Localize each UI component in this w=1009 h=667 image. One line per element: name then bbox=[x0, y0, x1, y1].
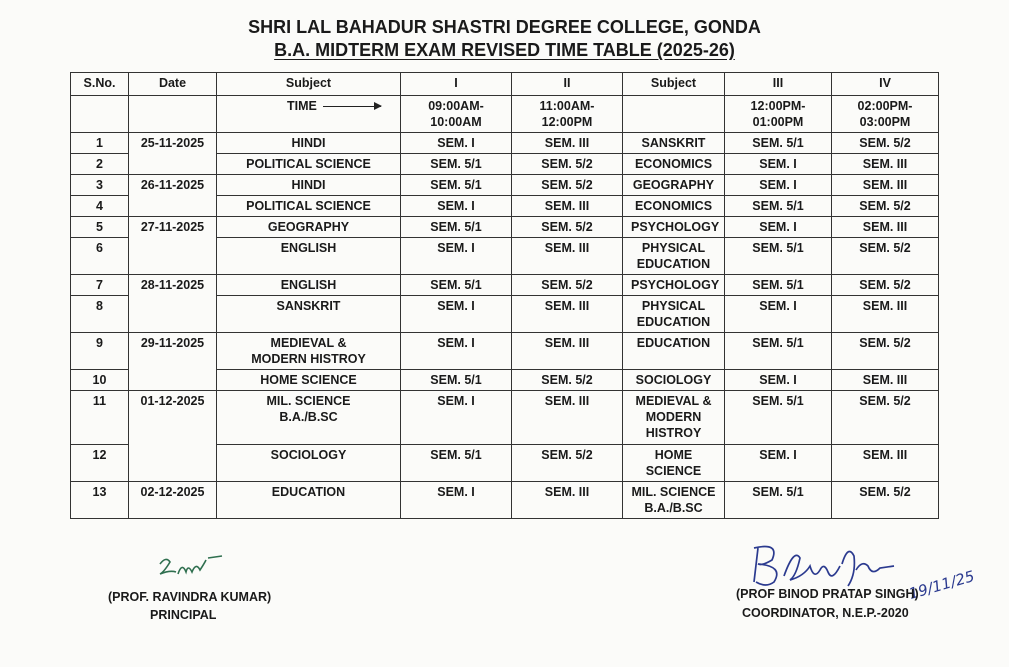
row-subject: POLITICAL SCIENCE bbox=[217, 154, 401, 175]
row-subject-2: SOCIOLOGY bbox=[623, 370, 725, 391]
row-subject: MEDIEVAL & MODERN HISTROY bbox=[217, 333, 401, 370]
row-slot-3: SEM. 5/1 bbox=[725, 333, 832, 370]
row-sno: 4 bbox=[71, 196, 129, 217]
row-subject-2: ECONOMICS bbox=[623, 196, 725, 217]
row-slot-3: SEM. 5/1 bbox=[725, 196, 832, 217]
row-slot-2: SEM. III bbox=[512, 133, 623, 154]
principal-title: PRINCIPAL bbox=[150, 608, 217, 622]
row-sno: 1 bbox=[71, 133, 129, 154]
arrow-right-icon bbox=[323, 106, 381, 107]
row-sno: 8 bbox=[71, 296, 129, 333]
row-subject: POLITICAL SCIENCE bbox=[217, 196, 401, 217]
row-subject-2: MIL. SCIENCE B.A./B.SC bbox=[623, 482, 725, 519]
row-slot-3: SEM. 5/1 bbox=[725, 391, 832, 445]
row-subject-2: PHYSICAL EDUCATION bbox=[623, 238, 725, 275]
row-slot-3: SEM. I bbox=[725, 217, 832, 238]
row-date: 27-11-2025 bbox=[129, 217, 217, 275]
row-slot-4: SEM. III bbox=[832, 175, 939, 196]
table-row bbox=[71, 333, 939, 370]
row-slot-3: SEM. I bbox=[725, 445, 832, 482]
row-slot-2: SEM. III bbox=[512, 296, 623, 333]
row-slot-4: SEM. III bbox=[832, 370, 939, 391]
row-sno: 9 bbox=[71, 333, 129, 370]
row-sno: 12 bbox=[71, 445, 129, 482]
row-subject-2: HOME SCIENCE bbox=[623, 445, 725, 482]
header-row bbox=[71, 73, 939, 96]
row-slot-3: SEM. 5/1 bbox=[725, 238, 832, 275]
row-subject: GEOGRAPHY bbox=[217, 217, 401, 238]
row-subject-2: EDUCATION bbox=[623, 333, 725, 370]
row-slot-4: SEM. III bbox=[832, 217, 939, 238]
row-date: 25-11-2025 bbox=[129, 133, 217, 175]
col-header-slot-4: IV bbox=[832, 73, 939, 96]
row-slot-4: SEM. 5/2 bbox=[832, 238, 939, 275]
row-slot-1: SEM. 5/1 bbox=[401, 175, 512, 196]
row-subject: MIL. SCIENCE B.A./B.SC bbox=[217, 391, 401, 445]
row-slot-4: SEM. III bbox=[832, 154, 939, 175]
row-slot-1: SEM. 5/1 bbox=[401, 445, 512, 482]
table-row bbox=[71, 482, 939, 519]
row-subject-2: MEDIEVAL & MODERN HISTROY bbox=[623, 391, 725, 445]
row-slot-2: SEM. 5/2 bbox=[512, 217, 623, 238]
coordinator-title: COORDINATOR, N.E.P.-2020 bbox=[742, 606, 909, 620]
time-slot-1: 09:00AM-10:00AM bbox=[401, 96, 512, 133]
row-date: 29-11-2025 bbox=[129, 333, 217, 391]
row-slot-4: SEM. 5/2 bbox=[832, 482, 939, 519]
row-subject: HINDI bbox=[217, 133, 401, 154]
coordinator-name: (PROF BINOD PRATAP SINGH) bbox=[736, 587, 919, 601]
table-row bbox=[71, 217, 939, 238]
row-subject: EDUCATION bbox=[217, 482, 401, 519]
row-sno: 10 bbox=[71, 370, 129, 391]
col-header-slot-3: III bbox=[725, 73, 832, 96]
time-slot-3: 12:00PM-01:00PM bbox=[725, 96, 832, 133]
row-sno: 7 bbox=[71, 275, 129, 296]
row-subject-2: ECONOMICS bbox=[623, 154, 725, 175]
row-slot-3: SEM. I bbox=[725, 175, 832, 196]
row-slot-2: SEM. III bbox=[512, 196, 623, 217]
time-slot-2: 11:00AM-12:00PM bbox=[512, 96, 623, 133]
row-slot-1: SEM. 5/1 bbox=[401, 217, 512, 238]
row-slot-3: SEM. I bbox=[725, 296, 832, 333]
row-slot-2: SEM. III bbox=[512, 333, 623, 370]
principal-name: (PROF. RAVINDRA KUMAR) bbox=[108, 590, 272, 604]
row-sno: 13 bbox=[71, 482, 129, 519]
row-slot-2: SEM. 5/2 bbox=[512, 154, 623, 175]
row-slot-2: SEM. 5/2 bbox=[512, 175, 623, 196]
row-slot-2: SEM. 5/2 bbox=[512, 370, 623, 391]
row-slot-1: SEM. I bbox=[401, 238, 512, 275]
time-slot-4: 02:00PM-03:00PM bbox=[832, 96, 939, 133]
row-slot-4: SEM. 5/2 bbox=[832, 391, 939, 445]
row-slot-1: SEM. I bbox=[401, 196, 512, 217]
row-sno: 5 bbox=[71, 217, 129, 238]
row-sno: 11 bbox=[71, 391, 129, 445]
row-slot-1: SEM. 5/1 bbox=[401, 275, 512, 296]
row-subject: ENGLISH bbox=[217, 238, 401, 275]
row-date: 02-12-2025 bbox=[129, 482, 217, 519]
table-row bbox=[71, 275, 939, 296]
row-sno: 2 bbox=[71, 154, 129, 175]
row-slot-3: SEM. I bbox=[725, 154, 832, 175]
timetable-title: B.A. MIDTERM EXAM REVISED TIME TABLE (2025-26) bbox=[274, 40, 735, 60]
row-sno: 3 bbox=[71, 175, 129, 196]
row-slot-4: SEM. III bbox=[832, 445, 939, 482]
row-slot-2: SEM. 5/2 bbox=[512, 445, 623, 482]
row-slot-4: SEM. 5/2 bbox=[832, 196, 939, 217]
col-header-subject: Subject bbox=[217, 73, 401, 96]
row-date: 28-11-2025 bbox=[129, 275, 217, 333]
row-slot-3: SEM. 5/1 bbox=[725, 133, 832, 154]
principal-initials bbox=[156, 550, 226, 580]
row-subject-2: PSYCHOLOGY bbox=[623, 217, 725, 238]
table-row bbox=[71, 133, 939, 154]
row-slot-2: SEM. III bbox=[512, 238, 623, 275]
table-row bbox=[71, 391, 939, 445]
row-sno: 6 bbox=[71, 238, 129, 275]
time-row bbox=[71, 96, 939, 133]
row-slot-2: SEM. 5/2 bbox=[512, 275, 623, 296]
row-subject-2: PHYSICAL EDUCATION bbox=[623, 296, 725, 333]
row-subject: SOCIOLOGY bbox=[217, 445, 401, 482]
row-subject-2: SANSKRIT bbox=[623, 133, 725, 154]
row-subject: HINDI bbox=[217, 175, 401, 196]
college-name: SHRI LAL BAHADUR SHASTRI DEGREE COLLEGE, GONDA bbox=[248, 17, 761, 37]
row-subject-2: GEOGRAPHY bbox=[623, 175, 725, 196]
row-slot-1: SEM. 5/1 bbox=[401, 154, 512, 175]
timetable bbox=[70, 72, 939, 519]
row-slot-3: SEM. 5/1 bbox=[725, 482, 832, 519]
row-slot-1: SEM. I bbox=[401, 296, 512, 333]
row-date: 01-12-2025 bbox=[129, 391, 217, 482]
row-slot-1: SEM. I bbox=[401, 482, 512, 519]
coordinator-signature-date: 19/11/25 bbox=[906, 567, 977, 603]
row-slot-3: SEM. I bbox=[725, 370, 832, 391]
row-subject: HOME SCIENCE bbox=[217, 370, 401, 391]
row-slot-1: SEM. I bbox=[401, 333, 512, 370]
row-subject: SANSKRIT bbox=[217, 296, 401, 333]
row-slot-1: SEM. 5/1 bbox=[401, 370, 512, 391]
row-slot-3: SEM. 5/1 bbox=[725, 275, 832, 296]
row-subject: ENGLISH bbox=[217, 275, 401, 296]
row-slot-2: SEM. III bbox=[512, 391, 623, 445]
col-header-date: Date bbox=[129, 73, 217, 96]
table-row bbox=[71, 175, 939, 196]
row-slot-4: SEM. 5/2 bbox=[832, 133, 939, 154]
row-slot-2: SEM. III bbox=[512, 482, 623, 519]
row-slot-1: SEM. I bbox=[401, 133, 512, 154]
time-label: TIME bbox=[217, 96, 401, 133]
row-slot-1: SEM. I bbox=[401, 391, 512, 445]
row-date: 26-11-2025 bbox=[129, 175, 217, 217]
col-header-subject-2: Subject bbox=[623, 73, 725, 96]
col-header-slot-2: II bbox=[512, 73, 623, 96]
row-slot-4: SEM. 5/2 bbox=[832, 275, 939, 296]
col-header-sno: S.No. bbox=[71, 73, 129, 96]
row-slot-4: SEM. III bbox=[832, 296, 939, 333]
col-header-slot-1: I bbox=[401, 73, 512, 96]
row-slot-4: SEM. 5/2 bbox=[832, 333, 939, 370]
row-subject-2: PSYCHOLOGY bbox=[623, 275, 725, 296]
